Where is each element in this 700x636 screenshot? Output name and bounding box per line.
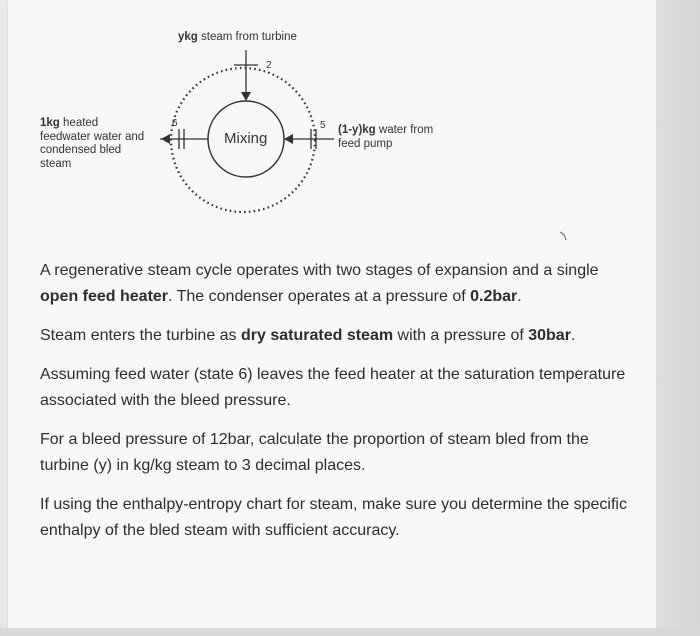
- right-inlet-arrowhead: [284, 134, 293, 144]
- paragraph-4: For a bleed pressure of 12bar, calculate the proportion of steam bled from the turbine (y) in kg/kg steam to 3 decimal places.: [40, 431, 589, 474]
- small-mark: [560, 232, 566, 240]
- top-inlet-label: ykg steam from turbine: [178, 31, 297, 43]
- right-inlet-label: (1-y)kg water from feed pump: [338, 124, 434, 150]
- page-bottom-shadow: [0, 628, 700, 636]
- problem-statement: [40, 258, 640, 557]
- outlet-label: 1kg heated feedwater water and condensed bled steam: [40, 117, 145, 170]
- state-2-label: 2: [266, 60, 272, 71]
- state-6-label: 6: [172, 118, 178, 129]
- top-inlet-arrowhead: [241, 92, 251, 101]
- left-outlet-arrowhead: [161, 134, 170, 144]
- paragraph-2: Steam enters the turbine as dry saturated steam with a pressure of 30bar.: [40, 327, 576, 344]
- state-5-label: 5: [320, 120, 326, 131]
- paragraph-1: A regenerative steam cycle operates with two stages of expansion and a single open feed heater. The condenser operates at a pressure of 0.2bar.: [40, 262, 599, 305]
- mixing-label: Mixing: [224, 130, 268, 147]
- paragraph-3: Assuming feed water (state 6) leaves the feed heater at the saturation temperature associated with the bleed pressure.: [40, 366, 626, 409]
- paragraph-5: If using the enthalpy-entropy chart for steam, make sure you determine the specific enthalpy of the bled steam with sufficient accuracy.: [40, 496, 627, 539]
